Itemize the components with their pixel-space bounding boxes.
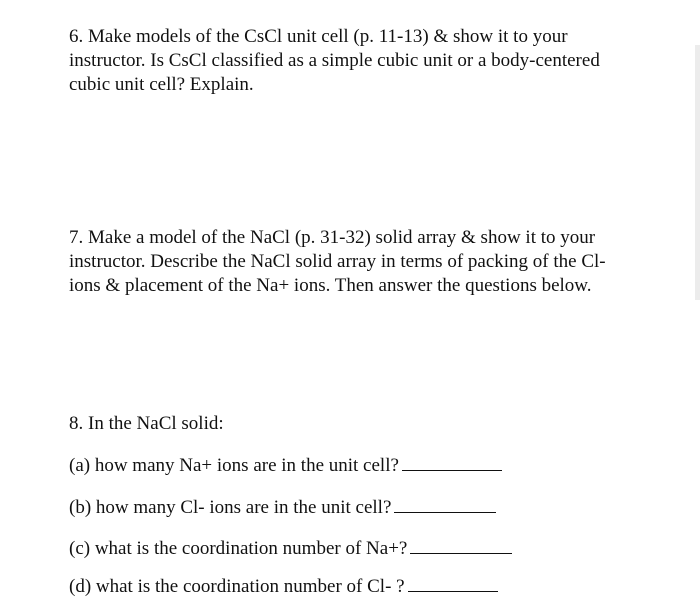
question-8d-text: (d) what is the coordination number of Cl- ? bbox=[69, 576, 405, 597]
question-8b-text: (b) how many Cl- ions are in the unit cell? bbox=[69, 497, 392, 518]
answer-blank-8c[interactable] bbox=[410, 535, 512, 554]
question-8d bbox=[69, 573, 498, 599]
question-8c-text: (c) what is the coordination number of Na+? bbox=[69, 538, 408, 559]
question-6-text: 6. Make models of the CsCl unit cell (p. 11-13) & show it to your instructor. Is CsCl classified as a simple cubic unit or a body-centered cubic unit cell? Explain. bbox=[69, 26, 600, 95]
question-8b bbox=[69, 494, 496, 520]
answer-blank-8b[interactable] bbox=[394, 494, 496, 513]
question-8a bbox=[69, 452, 502, 478]
answer-blank-8d[interactable] bbox=[408, 573, 498, 592]
question-8-intro: 8. In the NaCl solid: bbox=[69, 413, 224, 434]
question-8c bbox=[69, 535, 512, 561]
answer-blank-8a[interactable] bbox=[402, 452, 502, 471]
question-8a-text: (a) how many Na+ ions are in the unit cell? bbox=[69, 455, 399, 476]
scroll-edge bbox=[695, 45, 700, 300]
question-7-text: 7. Make a model of the NaCl (p. 31-32) solid array & show it to your instructor. Describe the NaCl solid array in terms of packing of the Cl- ions & placement of the Na+ ions. Then answer the questions below. bbox=[69, 227, 606, 296]
